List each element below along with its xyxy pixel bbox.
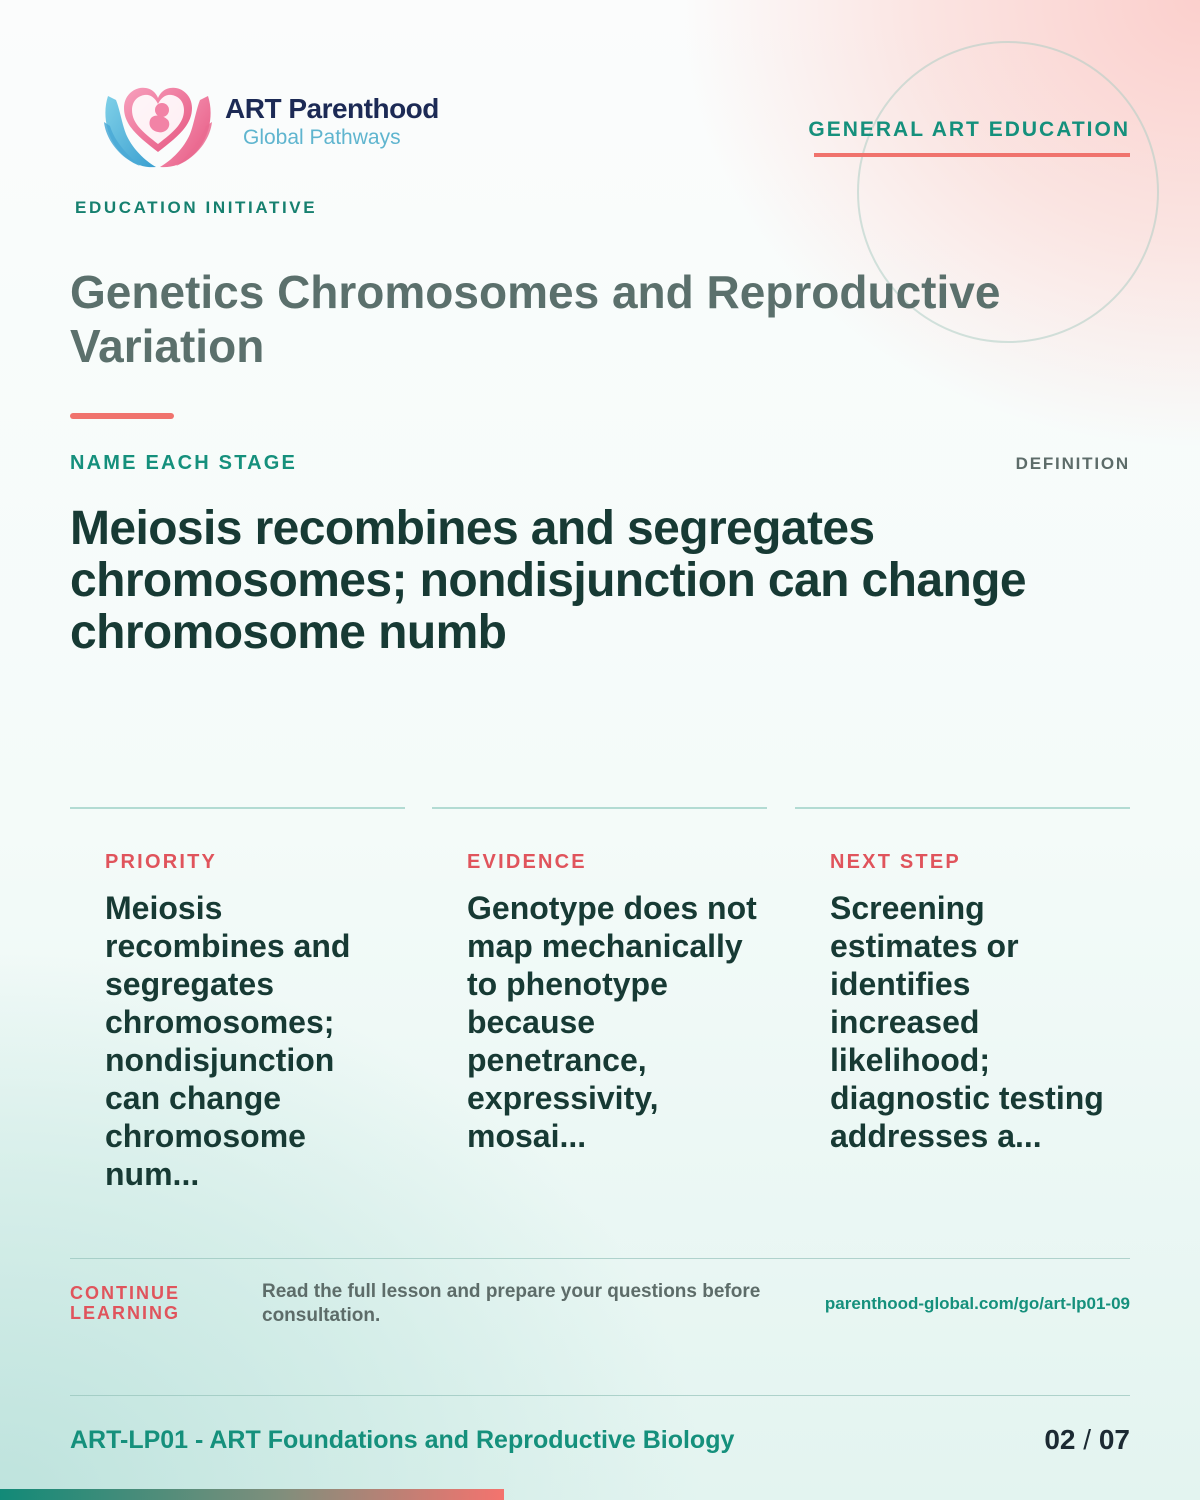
page-total: 07: [1098, 1424, 1130, 1455]
category-label: GENERAL ART EDUCATION: [808, 118, 1130, 141]
priority-card: [70, 807, 405, 1227]
card-label: EVIDENCE: [467, 851, 587, 873]
card-label: PRIORITY: [105, 851, 218, 873]
lesson-link[interactable]: parenthood-global.com/go/art-lp01-09: [824, 1294, 1130, 1313]
next-step-card: [795, 807, 1130, 1227]
card-text: Screening estimates or identifies increased likelihood; diagnostic testing addresses a...: [830, 890, 1104, 1154]
hands-heart-baby-logo-icon: [100, 74, 216, 174]
progress-bar: [0, 1489, 504, 1500]
stage-label: NAME EACH STAGE: [70, 452, 298, 474]
course-title: ART-LP01 - ART Foundations and Reproductive Biology: [70, 1426, 735, 1454]
brand-name: ART Parenthood: [225, 93, 439, 124]
category-underline: [814, 153, 1130, 157]
brand-tagline: Global Pathways: [243, 126, 401, 149]
definition-text: Meiosis recombines and segregates chromosomes; nondisjunction can change chromosome numb: [70, 502, 1026, 659]
initiative-label: EDUCATION INITIATIVE: [75, 198, 318, 217]
card-text: Genotype does not map mechanically to phenotype because penetrance, expressivity, mosai...: [467, 890, 757, 1154]
page-title: Genetics Chromosomes and Reproductive Variation: [70, 266, 1001, 372]
page-current: 02: [1044, 1424, 1076, 1455]
evidence-card: [432, 807, 767, 1227]
card-label: NEXT STEP: [830, 851, 961, 873]
continue-message: Read the full lesson and prepare your questions before consultation.: [262, 1281, 761, 1326]
page-indicator: [1044, 1424, 1130, 1456]
footer-divider: [70, 1258, 1130, 1259]
page-separator: /: [1083, 1424, 1092, 1455]
title-accent-bar: [70, 413, 174, 419]
card-text: Meiosis recombines and segregates chromosomes; nondisjunction can change chromosome num...: [105, 890, 351, 1192]
course-divider: [70, 1395, 1130, 1396]
continue-learning-label: CONTINUE LEARNING: [70, 1283, 180, 1323]
stage-kind-label: DEFINITION: [1015, 454, 1130, 473]
